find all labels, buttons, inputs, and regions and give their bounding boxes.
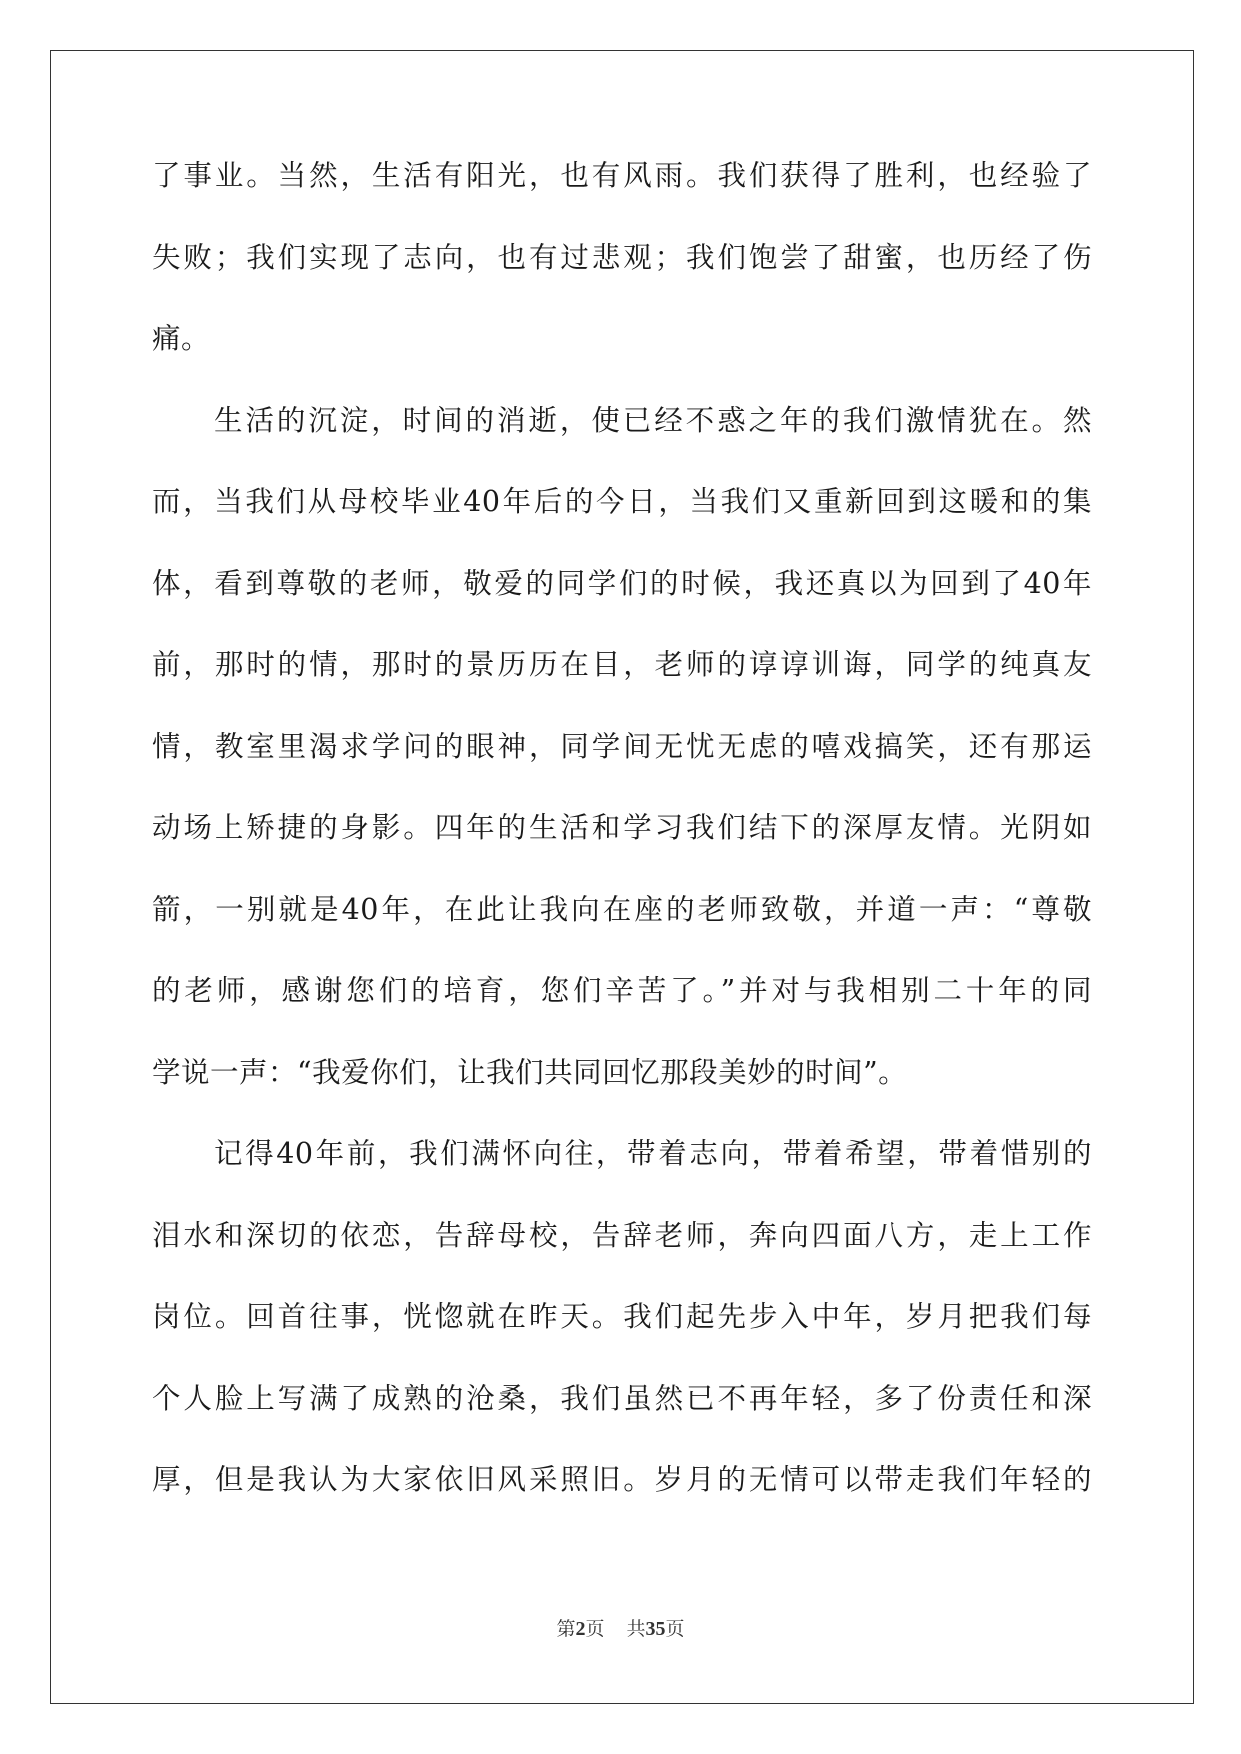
text-line: 生活的沉淀，时间的消逝，使已经不惑之年的我们激情犹在。然 <box>214 403 1092 437</box>
text-line: 了事业。当然，生活有阳光，也有风雨。我们获得了胜利，也经验了 <box>152 159 1092 192</box>
text-line: 记得40年前，我们满怀向往，带着志向，带着希望，带着惜别的 <box>214 1137 1092 1170</box>
text-line: 厚，但是我认为大家依旧风采照旧。岁月的无情可以带走我们年轻的 <box>152 1463 1092 1496</box>
text-line: 动场上矫捷的身影。四年的生活和学习我们结下的深厚友情。光阴如 <box>152 811 1092 844</box>
text-line: 痛。 <box>152 322 211 355</box>
document-body <box>152 148 1092 1534</box>
text-line: 箭，一别就是40年，在此让我向在座的老师致敬，并道一声：“尊敬 <box>152 892 1092 926</box>
paragraph <box>152 148 1092 393</box>
total-page-count: 35 <box>645 1618 666 1640</box>
footer-prefix: 第 <box>556 1618 576 1640</box>
footer-page-suffix: 页 <box>585 1618 605 1640</box>
text-line: 情，教室里渴求学问的眼神，同学间无忧无虑的嘻戏搞笑，还有那运 <box>152 729 1092 763</box>
text-line: 失败；我们实现了志向，也有过悲观；我们饱尝了甜蜜，也历经了伤 <box>152 240 1092 274</box>
footer-total-suffix: 页 <box>665 1618 685 1640</box>
page-footer <box>0 1614 1241 1641</box>
text-line: 泪水和深切的依恋，告辞母校，告辞老师，奔向四面八方，走上工作 <box>152 1218 1092 1252</box>
text-line: 岗位。回首往事，恍惚就在昨天。我们起先步入中年，岁月把我们每 <box>152 1300 1092 1333</box>
footer-total-prefix: 共 <box>626 1618 646 1640</box>
paragraph <box>152 393 1092 1127</box>
text-line: 个人脸上写满了成熟的沧桑，我们虽然已不再年轻，多了份责任和深 <box>152 1381 1092 1415</box>
paragraph <box>152 1126 1092 1534</box>
current-page-number: 2 <box>575 1618 586 1640</box>
text-line: 前，那时的情，那时的景历历在目，老师的谆谆训诲，同学的纯真友 <box>152 648 1092 681</box>
text-line: 学说一声：“我爱你们，让我们共同回忆那段美妙的时间”。 <box>152 1055 908 1089</box>
text-line: 体，看到尊敬的老师，敬爱的同学们的时候，我还真以为回到了40年 <box>152 566 1092 600</box>
text-line: 的老师，感谢您们的培育，您们辛苦了。”并对与我相别二十年的同 <box>152 974 1092 1007</box>
text-line: 而，当我们从母校毕业40年后的今日，当我们又重新回到这暖和的集 <box>152 485 1092 518</box>
